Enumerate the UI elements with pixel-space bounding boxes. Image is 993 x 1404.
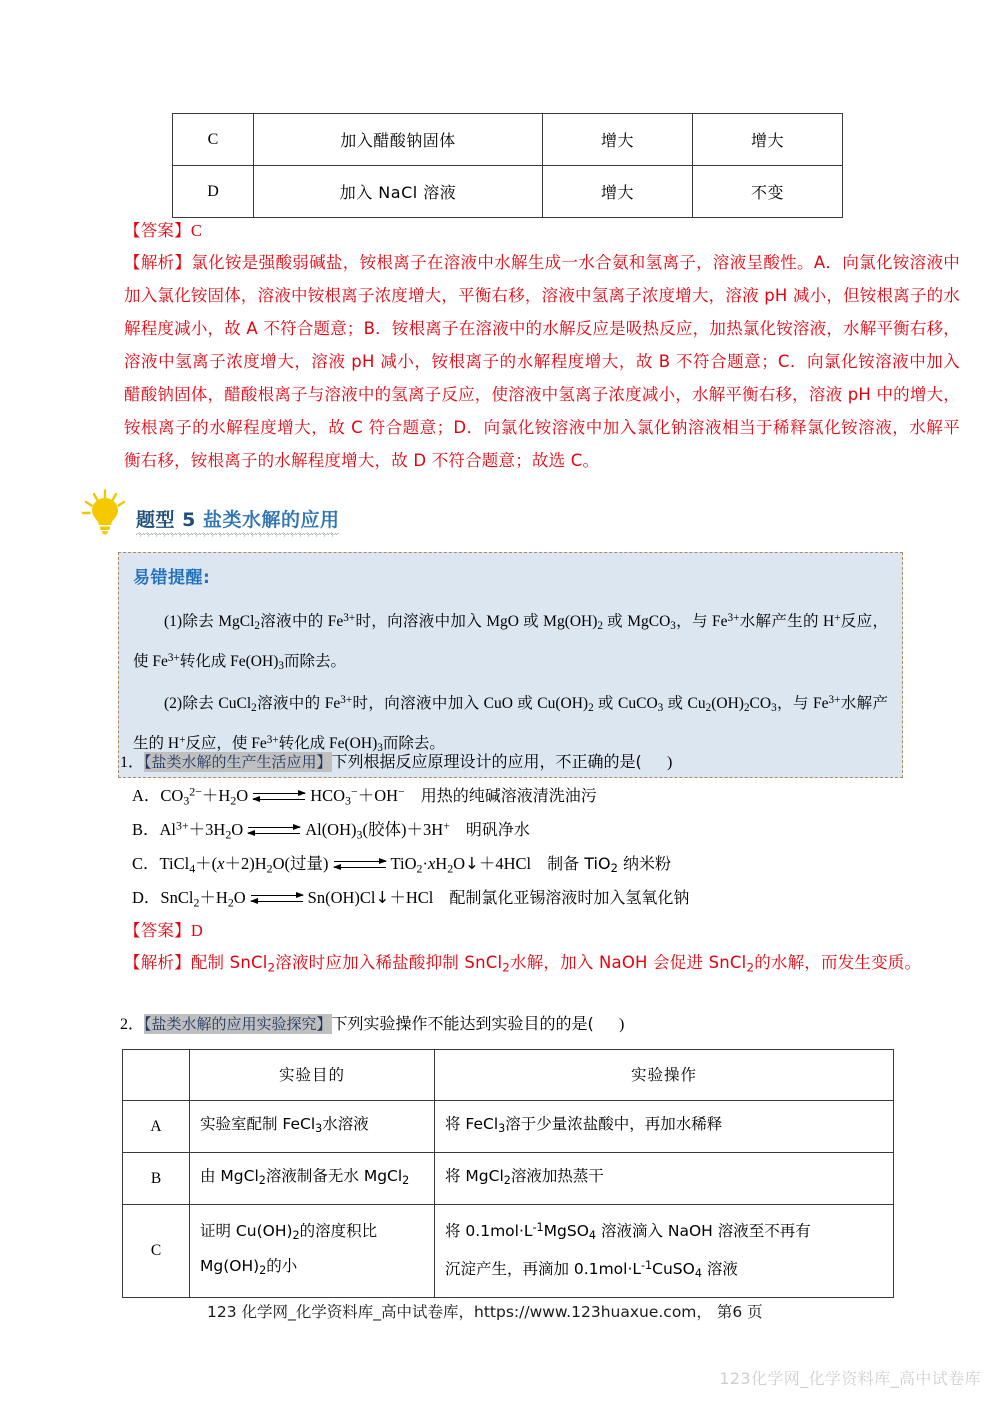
row-goal: 实验室配制 FeCl$_3$水溶液 — [190, 1101, 435, 1153]
question-2-number: 2． — [120, 1016, 145, 1033]
question-1-number: 1． — [120, 754, 145, 771]
question-1-paren-close: ) — [666, 754, 673, 771]
row-operation: 加入醋酸钠固体 — [254, 114, 543, 166]
header-goal: 实验目的 — [190, 1050, 435, 1101]
question-1-option-b: B．$Al^{3+}+3H_2O$ $Al(OH)_3$(胶体)＋3H+ 明矾净水 — [132, 818, 530, 842]
tip-box-title: 易错提醒: — [133, 568, 211, 588]
question-1-option-d: D．$SnCl_2+H_2O$ Sn(OH)Cl↓＋HCl 配制氯化亚锡溶液时加入氢氧化钠 — [132, 888, 690, 910]
row-operation: 将 MgCl$_2$溶液加热蒸干 — [435, 1153, 894, 1205]
table-row — [123, 1101, 894, 1153]
answer-line-1 — [124, 214, 202, 247]
answer-line-2 — [124, 914, 203, 947]
option-letter: D． — [132, 888, 161, 907]
question-1-option-c: C．$TiCl_4+(x+2)H_2O$(过量) $TiO_2\cdot xH_2O↓+4HCl$ 制备 TiO$_2$ 纳米粉 — [132, 854, 671, 876]
row-index: B — [123, 1153, 190, 1205]
row-label: D — [173, 166, 254, 218]
section-heading-prefix: 题型 5 — [136, 509, 203, 531]
question-1-tag: 【盐类水解的生产生活应用】 — [144, 753, 332, 771]
row-col3: 增大 — [543, 166, 693, 218]
question-1-option-a: A．$CO_3^{2-}+H_2O$ $HCO_3^-+OH^-$ 用热的纯碱溶液清洗油污 — [132, 784, 597, 808]
analysis-label: 【解析】 — [124, 253, 192, 272]
row-goal: 由 MgCl$_2$溶液制备无水 MgCl$_2$ — [190, 1153, 435, 1205]
answer-value: D — [190, 921, 203, 940]
section-heading — [78, 489, 339, 535]
header-blank — [123, 1050, 190, 1101]
section-heading-title: 盐类水解的应用 — [202, 509, 340, 531]
section-heading-text — [136, 505, 339, 535]
equilibrium-arrow-icon — [334, 858, 386, 872]
row-label: C — [173, 114, 254, 166]
row-operation: 将 $0.1mol\cdot L^{-1}MgSO_4$ 溶液滴入 NaOH 溶液至不再有 沉淀产生，再滴加 $0.1mol\cdot L^{-1}CuSO_4$ 溶液 — [435, 1205, 894, 1298]
answer-label: 【答案】 — [124, 921, 191, 940]
option-letter: B． — [132, 820, 160, 839]
question-2-text: 下列实验操作不能达到实验目的的是( — [331, 1014, 594, 1033]
option-description: 配制氯化亚锡溶液时加入氢氧化钠 — [449, 888, 690, 907]
wavy-underline — [136, 532, 339, 537]
page-footer: 123 化学网_化学资料库_高中试卷库，https://www.123huaxue.com， 第6 页 — [207, 1303, 763, 1321]
question-1-text: 下列根据反应原理设计的应用，不正确的是( — [331, 752, 642, 771]
question-2-stem — [120, 1012, 624, 1037]
row-col4: 增大 — [693, 114, 843, 166]
analysis-text: 氯化铵是强酸弱碱盐，铵根离子在溶液中水解生成一水合氨和氢离子，溶液呈酸性。A．向氯化铵溶液中加入氯化铵固体，溶液中铵根离子浓度增大，平衡右移，溶液中氢离子浓度增大，溶液 pH 减小，但铵根离子的水解程度减小，故 A 不符合题意；B．铵根离子在溶液中的水解反应是吸热反应，加热氯化铵溶液，水解平衡右移，溶液中氢离子浓度增大，溶液 pH 减小，铵根离子的水解程度增大，故 B 不符合题意；C．向氯化铵溶液中加入醋酸钠固体，醋酸根离子与溶液中的氢离子反应，使溶液中氢离子浓度减小，水解平衡右移，溶液 pH 中的增大，铵根离子的水解程度增大，故 C 符合题意；D．向氯化铵溶液中加入氯化钠溶液相当于稀释氯化铵溶液，水解平衡右移，铵根离子的水解程度增大，故 D 不符合题意；故选 C。 — [124, 253, 960, 470]
analysis-text: 配制 SnCl$_2$溶液时应加入稀盐酸抑制 SnCl$_2$水解，加入 NaOH 会促进 SnCl$_2$的水解，而发生变质。 — [190, 953, 922, 975]
analysis-block-1 — [124, 246, 960, 477]
option-description: 明矾净水 — [465, 820, 530, 839]
row-operation: 加入 NaCl 溶液 — [254, 166, 543, 218]
answer-label: 【答案】 — [124, 221, 191, 240]
tip-item-2: (2)除去 CuCl$_2$溶液中的 $Fe^{3+}$时，向溶液中加入 CuO 或 $Cu(OH)_2$ 或 CuCO$_3$ 或 $Cu_2(OH)_2CO_3$，与 $Fe^{3+}$水解产生的 H+反应，使 $Fe^{3+}$转化成 $Fe(OH)_3$而除去。 — [133, 694, 888, 755]
row-index: C — [123, 1205, 190, 1298]
header-operation: 实验操作 — [435, 1050, 894, 1101]
row-operation: 将 FeCl$_3$溶于少量浓盐酸中，再加水稀释 — [435, 1101, 894, 1153]
analysis-block-2 — [124, 946, 960, 984]
watermark: 123化学网_化学资料库_高中试卷库 — [719, 1369, 981, 1388]
row-col3: 增大 — [543, 114, 693, 166]
row-goal: 证明 $Cu(OH)_2$的溶度积比 $Mg(OH)_2$的小 — [190, 1205, 435, 1298]
table-row — [123, 1205, 894, 1298]
options-table-continued — [172, 113, 843, 218]
option-description: 用热的纯碱溶液清洗油污 — [420, 786, 597, 805]
question-2-paren-close: ) — [618, 1016, 625, 1033]
tip-box — [118, 552, 903, 778]
option-letter: A． — [132, 786, 161, 805]
tip-item-1: (1)除去 MgCl$_2$溶液中的 $Fe^{3+}$时，向溶液中加入 MgO 或 $Mg(OH)_2$ 或 MgCO$_3$，与 $Fe^{3+}$水解产生的 H+反应，使 $Fe^{3+}$转化成 $Fe(OH)_3$而除去。 — [133, 612, 888, 673]
table-row — [173, 114, 843, 166]
table-header-row — [123, 1050, 894, 1101]
lightbulb-icon — [78, 489, 132, 535]
equilibrium-arrow-icon — [248, 824, 300, 838]
row-col4: 不变 — [693, 166, 843, 218]
equilibrium-arrow-icon — [251, 892, 303, 906]
question-2-tag: 【盐类水解的应用实验探究】 — [144, 1015, 332, 1033]
analysis-label: 【解析】 — [124, 953, 191, 972]
experiment-table — [122, 1049, 894, 1298]
table-row — [173, 166, 843, 218]
answer-value: C — [190, 221, 203, 240]
option-description: 制备 TiO$_2$ 纳米粉 — [547, 854, 671, 876]
table-row — [123, 1153, 894, 1205]
question-1-stem — [120, 750, 672, 775]
option-letter: C． — [132, 854, 160, 873]
row-index: A — [123, 1101, 190, 1153]
equilibrium-arrow-icon — [253, 790, 305, 804]
